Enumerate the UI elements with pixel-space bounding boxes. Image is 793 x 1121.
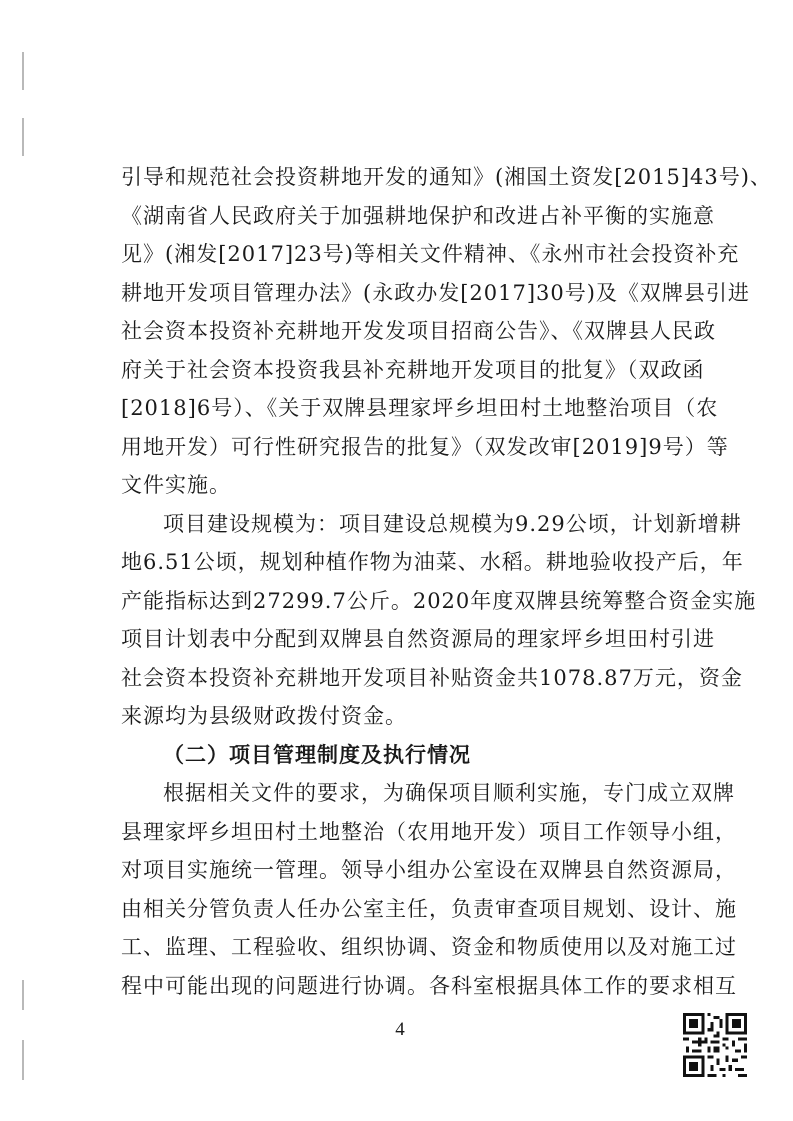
body-line: 《湖南省人民政府关于加强耕地保护和改进占补平衡的实施意: [121, 203, 715, 228]
body-line: 府关于社会资本投资我县补充耕地开发项目的批复》（双政函: [121, 357, 705, 382]
body-line: 产能指标达到27299.7公斤。2020年度双牌县统筹整合资金实施: [121, 588, 757, 613]
body-line: 项目计划表中分配到双牌县自然资源局的理家坪乡坦田村引进: [121, 627, 715, 651]
body-line: 见》(湘发[2017]23号)等相关文件精神、《永州市社会投资补充: [121, 242, 740, 266]
body-line: 社会资本投资补充耕地开发项目补贴资金共1078.87万元，资金: [121, 665, 743, 690]
body-line: 文件实施。: [121, 473, 231, 497]
body-line: 根据相关文件的要求，为确保项目顺利实施，专门成立双牌: [163, 781, 735, 805]
body-line: 县理家坪乡坦田村土地整治（农用地开发）项目工作领导小组，: [121, 819, 737, 844]
scan-edge-mark: [22, 52, 24, 90]
body-line: 来源均为县级财政拨付资金。: [121, 704, 407, 728]
body-line: 用地开发）可行性研究报告的批复》（双发改审[2019]9号）等: [121, 434, 729, 459]
section-heading: （二）项目管理制度及执行情况: [163, 741, 471, 767]
body-line: 对项目实施统一管理。领导小组办公室设在双牌县自然资源局，: [121, 858, 737, 882]
body-line: 由相关分管负责人任办公室主任，负责审查项目规划、设计、施: [121, 896, 737, 921]
scan-edge-mark: [22, 1040, 24, 1080]
scan-edge-mark: [22, 118, 24, 156]
qr-code-icon: [683, 1013, 747, 1077]
body-line: 工、监理、工程验收、组织协调、资金和物质使用以及对施工过: [121, 935, 737, 959]
scan-edge-mark: [22, 980, 24, 1010]
body-line: 程中可能出现的问题进行协调。各科室根据具体工作的要求相互: [121, 973, 737, 998]
body-line: 地6.51公顷，规划种植作物为油菜、水稻。耕地验收投产后，年: [121, 550, 744, 574]
page-number: 4: [395, 1019, 405, 1040]
body-line: 社会资本投资补充耕地开发发项目招商公告》、《双牌县人民政: [121, 319, 716, 343]
body-line: 引导和规范社会投资耕地开发的通知》(湘国土资发[2015]43号)、: [121, 165, 772, 189]
body-line: 项目建设规模为：项目建设总规模为9.29公顷，计划新增耕: [163, 511, 742, 536]
document-body: [121, 158, 772, 1005]
body-line: [2018]6号）、《关于双牌县理家坪乡坦田村土地整治项目（农: [121, 396, 719, 420]
body-line: 耕地开发项目管理办法》(永政办发[2017]30号)及《双牌县引进: [121, 280, 750, 305]
